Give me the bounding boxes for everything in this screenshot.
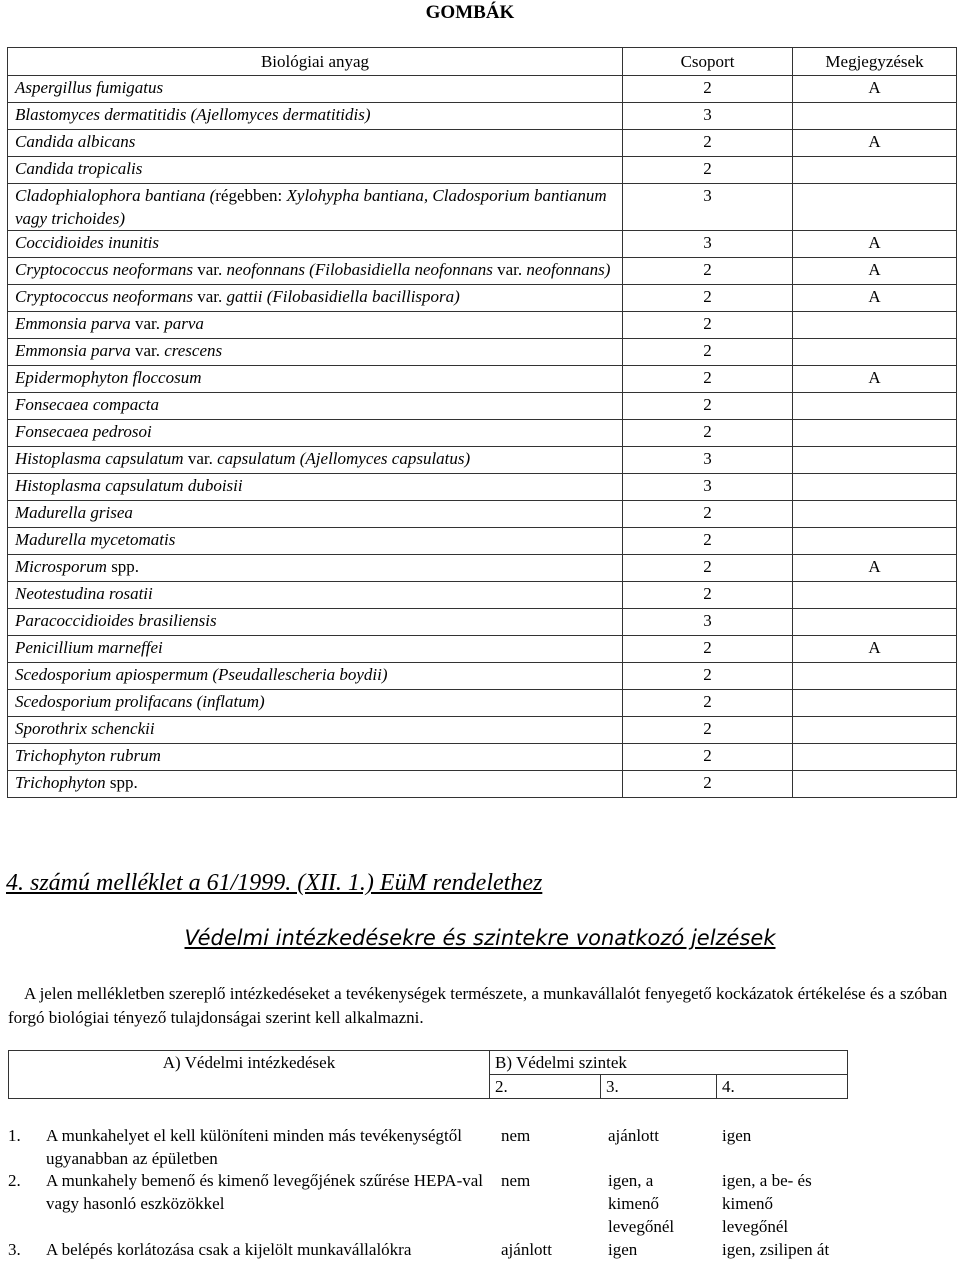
cell-note xyxy=(793,420,957,447)
table-row xyxy=(8,717,957,744)
cell-group: 2 xyxy=(623,663,793,690)
cell-biological-agent: Sporothrix schenckii xyxy=(8,717,623,744)
cell-note xyxy=(793,690,957,717)
cell-biological-agent: Aspergillus fumigatus xyxy=(8,76,623,103)
table-row xyxy=(8,231,957,258)
table-row xyxy=(8,744,957,771)
measures-col-b-label: B) Védelmi szintek xyxy=(490,1051,848,1075)
cell-note xyxy=(793,501,957,528)
cell-note xyxy=(793,312,957,339)
table-row xyxy=(8,582,957,609)
cell-biological-agent: Fonsecaea compacta xyxy=(8,393,623,420)
cell-biological-agent: Coccidioides inunitis xyxy=(8,231,623,258)
header-biological-agent: Biológiai anyag xyxy=(8,48,623,76)
item-level-2: nem xyxy=(501,1171,531,1190)
cell-note xyxy=(793,663,957,690)
item-level-2: nem xyxy=(501,1126,531,1145)
cell-biological-agent: Cladophialophora bantiana (régebben: Xylohypha bantiana, Cladosporium bantianum vagy trichoides) xyxy=(8,184,623,231)
item-text: A munkahelyet el kell különíteni minden más tevékenységtől ugyanabban az épületben xyxy=(46,1126,462,1168)
section-subtitle: Védelmi intézkedésekre és szintekre vonatkozó jelzések xyxy=(184,926,776,950)
table-row xyxy=(8,184,957,231)
cell-group: 2 xyxy=(623,717,793,744)
cell-group: 2 xyxy=(623,582,793,609)
cell-group: 2 xyxy=(623,76,793,103)
table-row xyxy=(8,76,957,103)
cell-biological-agent: Fonsecaea pedrosoi xyxy=(8,420,623,447)
cell-biological-agent: Paracoccidioides brasiliensis xyxy=(8,609,623,636)
cell-biological-agent: Madurella grisea xyxy=(8,501,623,528)
item-text: A belépés korlátozása csak a kijelölt munkavállalókra xyxy=(46,1240,412,1259)
cell-note xyxy=(793,771,957,798)
table-row xyxy=(8,130,957,157)
item-number: 3. xyxy=(8,1240,21,1259)
cell-note: A xyxy=(793,366,957,393)
cell-group: 3 xyxy=(623,609,793,636)
cell-biological-agent: Emmonsia parva var. parva xyxy=(8,312,623,339)
cell-biological-agent: Cryptococcus neoformans var. neofonnans (Filobasidiella neofonnans var. neofonnans) xyxy=(8,258,623,285)
cell-biological-agent: Epidermophyton floccosum xyxy=(8,366,623,393)
table-row xyxy=(8,285,957,312)
cell-biological-agent: Candida tropicalis xyxy=(8,157,623,184)
table-row xyxy=(8,312,957,339)
table-row xyxy=(8,393,957,420)
cell-biological-agent: Scedosporium prolifacans (inflatum) xyxy=(8,690,623,717)
cell-note: A xyxy=(793,76,957,103)
item-number: 2. xyxy=(8,1171,21,1190)
cell-note xyxy=(793,103,957,130)
cell-note: A xyxy=(793,636,957,663)
table-row xyxy=(8,690,957,717)
cell-note xyxy=(793,744,957,771)
table-row xyxy=(8,771,957,798)
item-level-3: igen, a kimenő levegőnél xyxy=(608,1171,675,1236)
item-level-2: ajánlott xyxy=(501,1240,552,1259)
cell-group: 2 xyxy=(623,555,793,582)
level-4-label: 4. xyxy=(717,1075,848,1099)
cell-note xyxy=(793,474,957,501)
table-row xyxy=(8,420,957,447)
cell-note xyxy=(793,393,957,420)
cell-group: 3 xyxy=(623,231,793,258)
cell-group: 2 xyxy=(623,744,793,771)
cell-biological-agent: Histoplasma capsulatum duboisii xyxy=(8,474,623,501)
cell-group: 2 xyxy=(623,636,793,663)
cell-biological-agent: Scedosporium apiospermum (Pseudallescheria boydii) xyxy=(8,663,623,690)
cell-group: 2 xyxy=(623,393,793,420)
intro-paragraph: A jelen mellékletben szereplő intézkedéseket a tevékenységek természete, a munkavállalót fenyegető kockázatok értékelése és a szóban forgó biológiai tényező tulajdonságai szerint kell alkalmazni. xyxy=(8,984,948,1027)
cell-group: 2 xyxy=(623,339,793,366)
item-level-4: igen, a be- és kimenő levegőnél xyxy=(722,1171,812,1236)
cell-group: 2 xyxy=(623,312,793,339)
item-level-3: ajánlott xyxy=(608,1126,659,1145)
table-row xyxy=(8,339,957,366)
cell-biological-agent: Candida albicans xyxy=(8,130,623,157)
table-row xyxy=(8,474,957,501)
table-row xyxy=(8,555,957,582)
cell-group: 2 xyxy=(623,366,793,393)
cell-note: A xyxy=(793,130,957,157)
cell-biological-agent: Neotestudina rosatii xyxy=(8,582,623,609)
cell-biological-agent: Emmonsia parva var. crescens xyxy=(8,339,623,366)
cell-biological-agent: Trichophyton rubrum xyxy=(8,744,623,771)
cell-group: 3 xyxy=(623,103,793,130)
header-notes: Megjegyzések xyxy=(793,48,957,76)
cell-group: 3 xyxy=(623,447,793,474)
annex-title: 4. számú melléklet a 61/1999. (XII. 1.) EüM rendelethez xyxy=(6,870,543,896)
cell-note xyxy=(793,717,957,744)
table-row xyxy=(8,609,957,636)
cell-note: A xyxy=(793,285,957,312)
cell-group: 3 xyxy=(623,474,793,501)
cell-group: 2 xyxy=(623,771,793,798)
cell-group: 3 xyxy=(623,184,793,231)
item-level-4: igen xyxy=(722,1126,752,1145)
cell-biological-agent: Cryptococcus neoformans var. gattii (Filobasidiella bacillispora) xyxy=(8,285,623,312)
item-number: 1. xyxy=(8,1126,21,1145)
item-text: A munkahely bemenő és kimenő levegőjének szűrése HEPA-val vagy hasonló eszközökkel xyxy=(46,1171,484,1213)
cell-note: A xyxy=(793,555,957,582)
level-3-label: 3. xyxy=(601,1075,717,1099)
cell-note: A xyxy=(793,231,957,258)
cell-group: 2 xyxy=(623,690,793,717)
item-level-4: igen, zsilipen át xyxy=(722,1240,830,1259)
table-row xyxy=(8,528,957,555)
cell-biological-agent: Blastomyces dermatitidis (Ajellomyces dermatitidis) xyxy=(8,103,623,130)
measures-header-table xyxy=(8,1050,848,1099)
cell-note xyxy=(793,609,957,636)
table-row xyxy=(8,501,957,528)
table-row xyxy=(8,157,957,184)
cell-group: 2 xyxy=(623,501,793,528)
cell-group: 2 xyxy=(623,528,793,555)
cell-biological-agent: Trichophyton spp. xyxy=(8,771,623,798)
cell-note xyxy=(793,157,957,184)
cell-group: 2 xyxy=(623,420,793,447)
cell-biological-agent: Microsporum spp. xyxy=(8,555,623,582)
table-row xyxy=(8,636,957,663)
table-header-row xyxy=(8,48,957,76)
cell-biological-agent: Madurella mycetomatis xyxy=(8,528,623,555)
cell-note xyxy=(793,339,957,366)
fungi-table xyxy=(7,47,957,798)
table-row xyxy=(8,258,957,285)
header-group: Csoport xyxy=(623,48,793,76)
table-row xyxy=(8,103,957,130)
cell-note xyxy=(793,582,957,609)
cell-group: 2 xyxy=(623,157,793,184)
page-title: GOMBÁK xyxy=(425,2,515,23)
measures-col-a-label: A) Védelmi intézkedések xyxy=(9,1051,490,1099)
cell-group: 2 xyxy=(623,130,793,157)
table-row xyxy=(8,366,957,393)
cell-group: 2 xyxy=(623,285,793,312)
cell-note xyxy=(793,447,957,474)
level-2-label: 2. xyxy=(490,1075,601,1099)
table-row xyxy=(8,447,957,474)
cell-biological-agent: Penicillium marneffei xyxy=(8,636,623,663)
cell-note xyxy=(793,528,957,555)
table-row xyxy=(8,663,957,690)
cell-note xyxy=(793,184,957,231)
cell-note: A xyxy=(793,258,957,285)
item-level-3: igen xyxy=(608,1240,638,1259)
cell-group: 2 xyxy=(623,258,793,285)
cell-biological-agent: Histoplasma capsulatum var. capsulatum (Ajellomyces capsulatus) xyxy=(8,447,623,474)
